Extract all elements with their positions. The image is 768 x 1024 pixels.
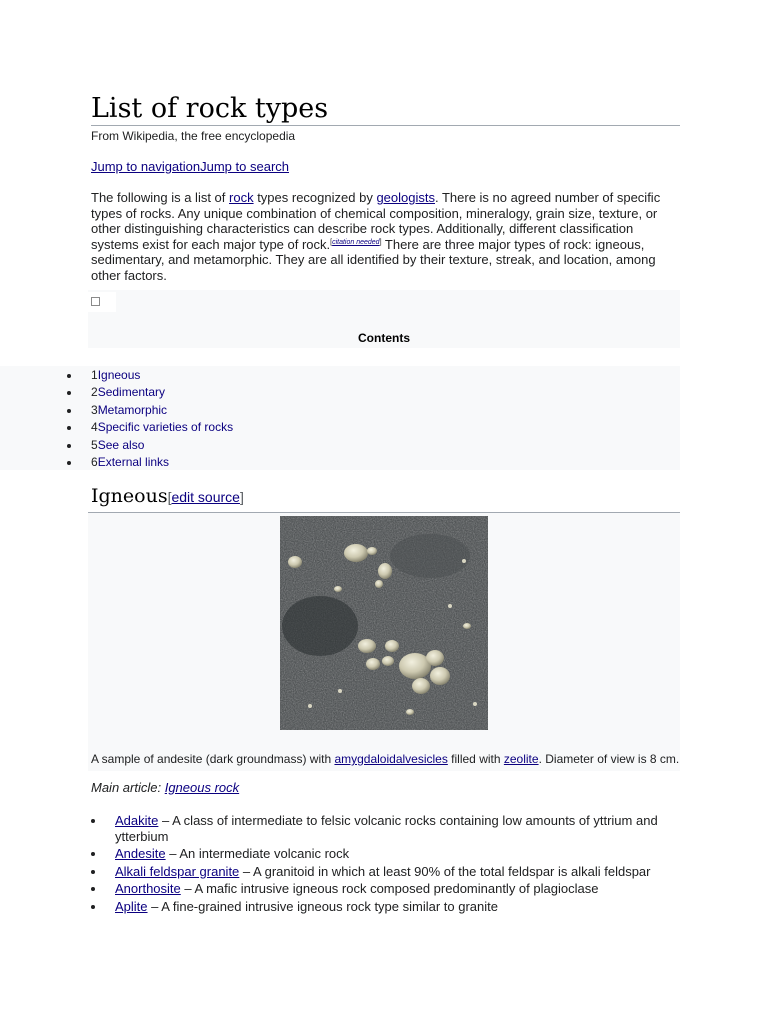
edit-bracket: ] bbox=[239, 489, 244, 505]
toc-number: 5 bbox=[91, 437, 98, 452]
igneous-rock-link[interactable]: Igneous rock bbox=[164, 780, 240, 795]
toc-label: Igneous bbox=[97, 368, 141, 382]
igneous-rock-list bbox=[0, 813, 680, 916]
rock-description: – A granitoid in which at least 90% of the total feldspar is alkali feldspar bbox=[239, 863, 651, 879]
site-tagline: From Wikipedia, the free encyclopedia bbox=[91, 129, 296, 143]
rock-name-link[interactable]: Anorthosite bbox=[115, 881, 181, 896]
main-article-hatnote bbox=[91, 779, 239, 796]
toc-link-metamorphic[interactable] bbox=[91, 403, 167, 417]
rock-name-link[interactable]: Alkali feldspar granite bbox=[115, 863, 240, 879]
toc-link-sedimentary[interactable] bbox=[91, 385, 165, 399]
citation-bracket: [ bbox=[330, 238, 333, 246]
title-divider bbox=[91, 125, 680, 126]
jump-to-search-link[interactable]: Jump to search bbox=[200, 159, 289, 174]
citation-needed bbox=[330, 239, 381, 246]
light-patch bbox=[390, 534, 470, 578]
hatnote-prefix: Main article: bbox=[91, 780, 165, 795]
rock-name-link[interactable]: Aplite bbox=[115, 898, 148, 914]
toc-number: 6 bbox=[91, 454, 98, 469]
dark-patch bbox=[282, 596, 358, 656]
amygdaloidal-vesicles-link[interactable]: amygdaloidalvesicles bbox=[334, 752, 448, 766]
toc-link-see-also[interactable] bbox=[91, 438, 144, 452]
toc-label: Specific varieties of rocks bbox=[97, 420, 234, 435]
edit-section bbox=[168, 489, 244, 505]
rock-description: – A mafic intrusive igneous rock composed predominantly of plagioclase bbox=[180, 881, 599, 896]
citation-needed-link[interactable]: citation needed bbox=[332, 238, 380, 246]
toc-label: External links bbox=[97, 454, 170, 469]
toc-link-igneous[interactable] bbox=[91, 368, 140, 382]
figure-caption bbox=[91, 752, 681, 767]
toc-item bbox=[0, 367, 233, 384]
toc-link-specific-varieties-of-rocks[interactable] bbox=[91, 420, 233, 434]
intro-text: . There is no agreed number of specific types of rocks. Any unique combination of chemical composition, mineralogy, grain size, texture, or other distinguishing characteristics can describe rock types. Additionally, different classification systems exist for each major type of rock. bbox=[91, 190, 661, 252]
toc-label: Sedimentary bbox=[97, 385, 166, 400]
list-item bbox=[0, 846, 680, 862]
intro-text: The following is a list of bbox=[91, 190, 230, 205]
checkbox-icon bbox=[91, 297, 100, 306]
toc-label: Metamorphic bbox=[97, 402, 168, 417]
citation-bracket: ] bbox=[379, 238, 382, 246]
list-item bbox=[0, 864, 680, 880]
toc-link-external-links[interactable] bbox=[91, 455, 169, 469]
toc-number: 1 bbox=[91, 368, 98, 382]
jump-links bbox=[91, 159, 289, 175]
rock-name-link[interactable]: Adakite bbox=[115, 813, 159, 828]
section-heading-text: Igneous bbox=[91, 485, 168, 507]
zeolite-link[interactable]: zeolite bbox=[503, 752, 539, 766]
rock-description: – A fine-grained intrusive igneous rock type similar to granite bbox=[147, 898, 498, 914]
geologists-link[interactable]: geologists bbox=[376, 190, 435, 205]
toc-number: 4 bbox=[91, 420, 98, 435]
toc-label: See also bbox=[97, 437, 145, 452]
toc-number: 3 bbox=[91, 402, 98, 417]
intro-text: There are three major types of rock: igneous, sedimentary, and metamorphic. They are all identified by their texture, streak, and location, among other factors. bbox=[91, 236, 656, 283]
rock-link[interactable]: rock bbox=[229, 190, 254, 205]
edit-source-link[interactable]: edit source bbox=[171, 489, 240, 505]
rock-name-link[interactable]: Andesite bbox=[115, 846, 166, 861]
toc-toggle-checkbox[interactable] bbox=[88, 292, 116, 312]
list-item bbox=[0, 881, 680, 897]
table-of-contents bbox=[0, 367, 233, 471]
toc-item bbox=[0, 454, 233, 471]
caption-text: filled with bbox=[447, 752, 504, 766]
toc-item bbox=[0, 437, 233, 454]
jump-to-navigation-link[interactable]: Jump to navigation bbox=[91, 159, 201, 174]
andesite-sample-image[interactable] bbox=[280, 516, 488, 730]
section-heading-igneous bbox=[91, 484, 244, 509]
toc-item bbox=[0, 384, 233, 401]
caption-text: A sample of andesite (dark groundmass) with bbox=[91, 752, 335, 766]
intro-text: types recognized by bbox=[253, 190, 377, 205]
toc-title: Contents bbox=[358, 331, 410, 345]
rock-description: – A class of intermediate to felsic volcanic rocks containing low amounts of yttrium and ytterbium bbox=[115, 813, 658, 844]
toc-number: 2 bbox=[91, 385, 98, 400]
edit-bracket: [ bbox=[167, 489, 172, 505]
toc-item bbox=[0, 419, 233, 436]
intro-paragraph bbox=[91, 190, 681, 283]
toc-item bbox=[0, 402, 233, 419]
page-title: List of rock types bbox=[91, 93, 329, 124]
list-item bbox=[0, 813, 680, 844]
list-item bbox=[0, 899, 680, 915]
rock-description: – An intermediate volcanic rock bbox=[165, 846, 350, 861]
caption-text: . Diameter of view is 8 cm. bbox=[538, 752, 680, 766]
